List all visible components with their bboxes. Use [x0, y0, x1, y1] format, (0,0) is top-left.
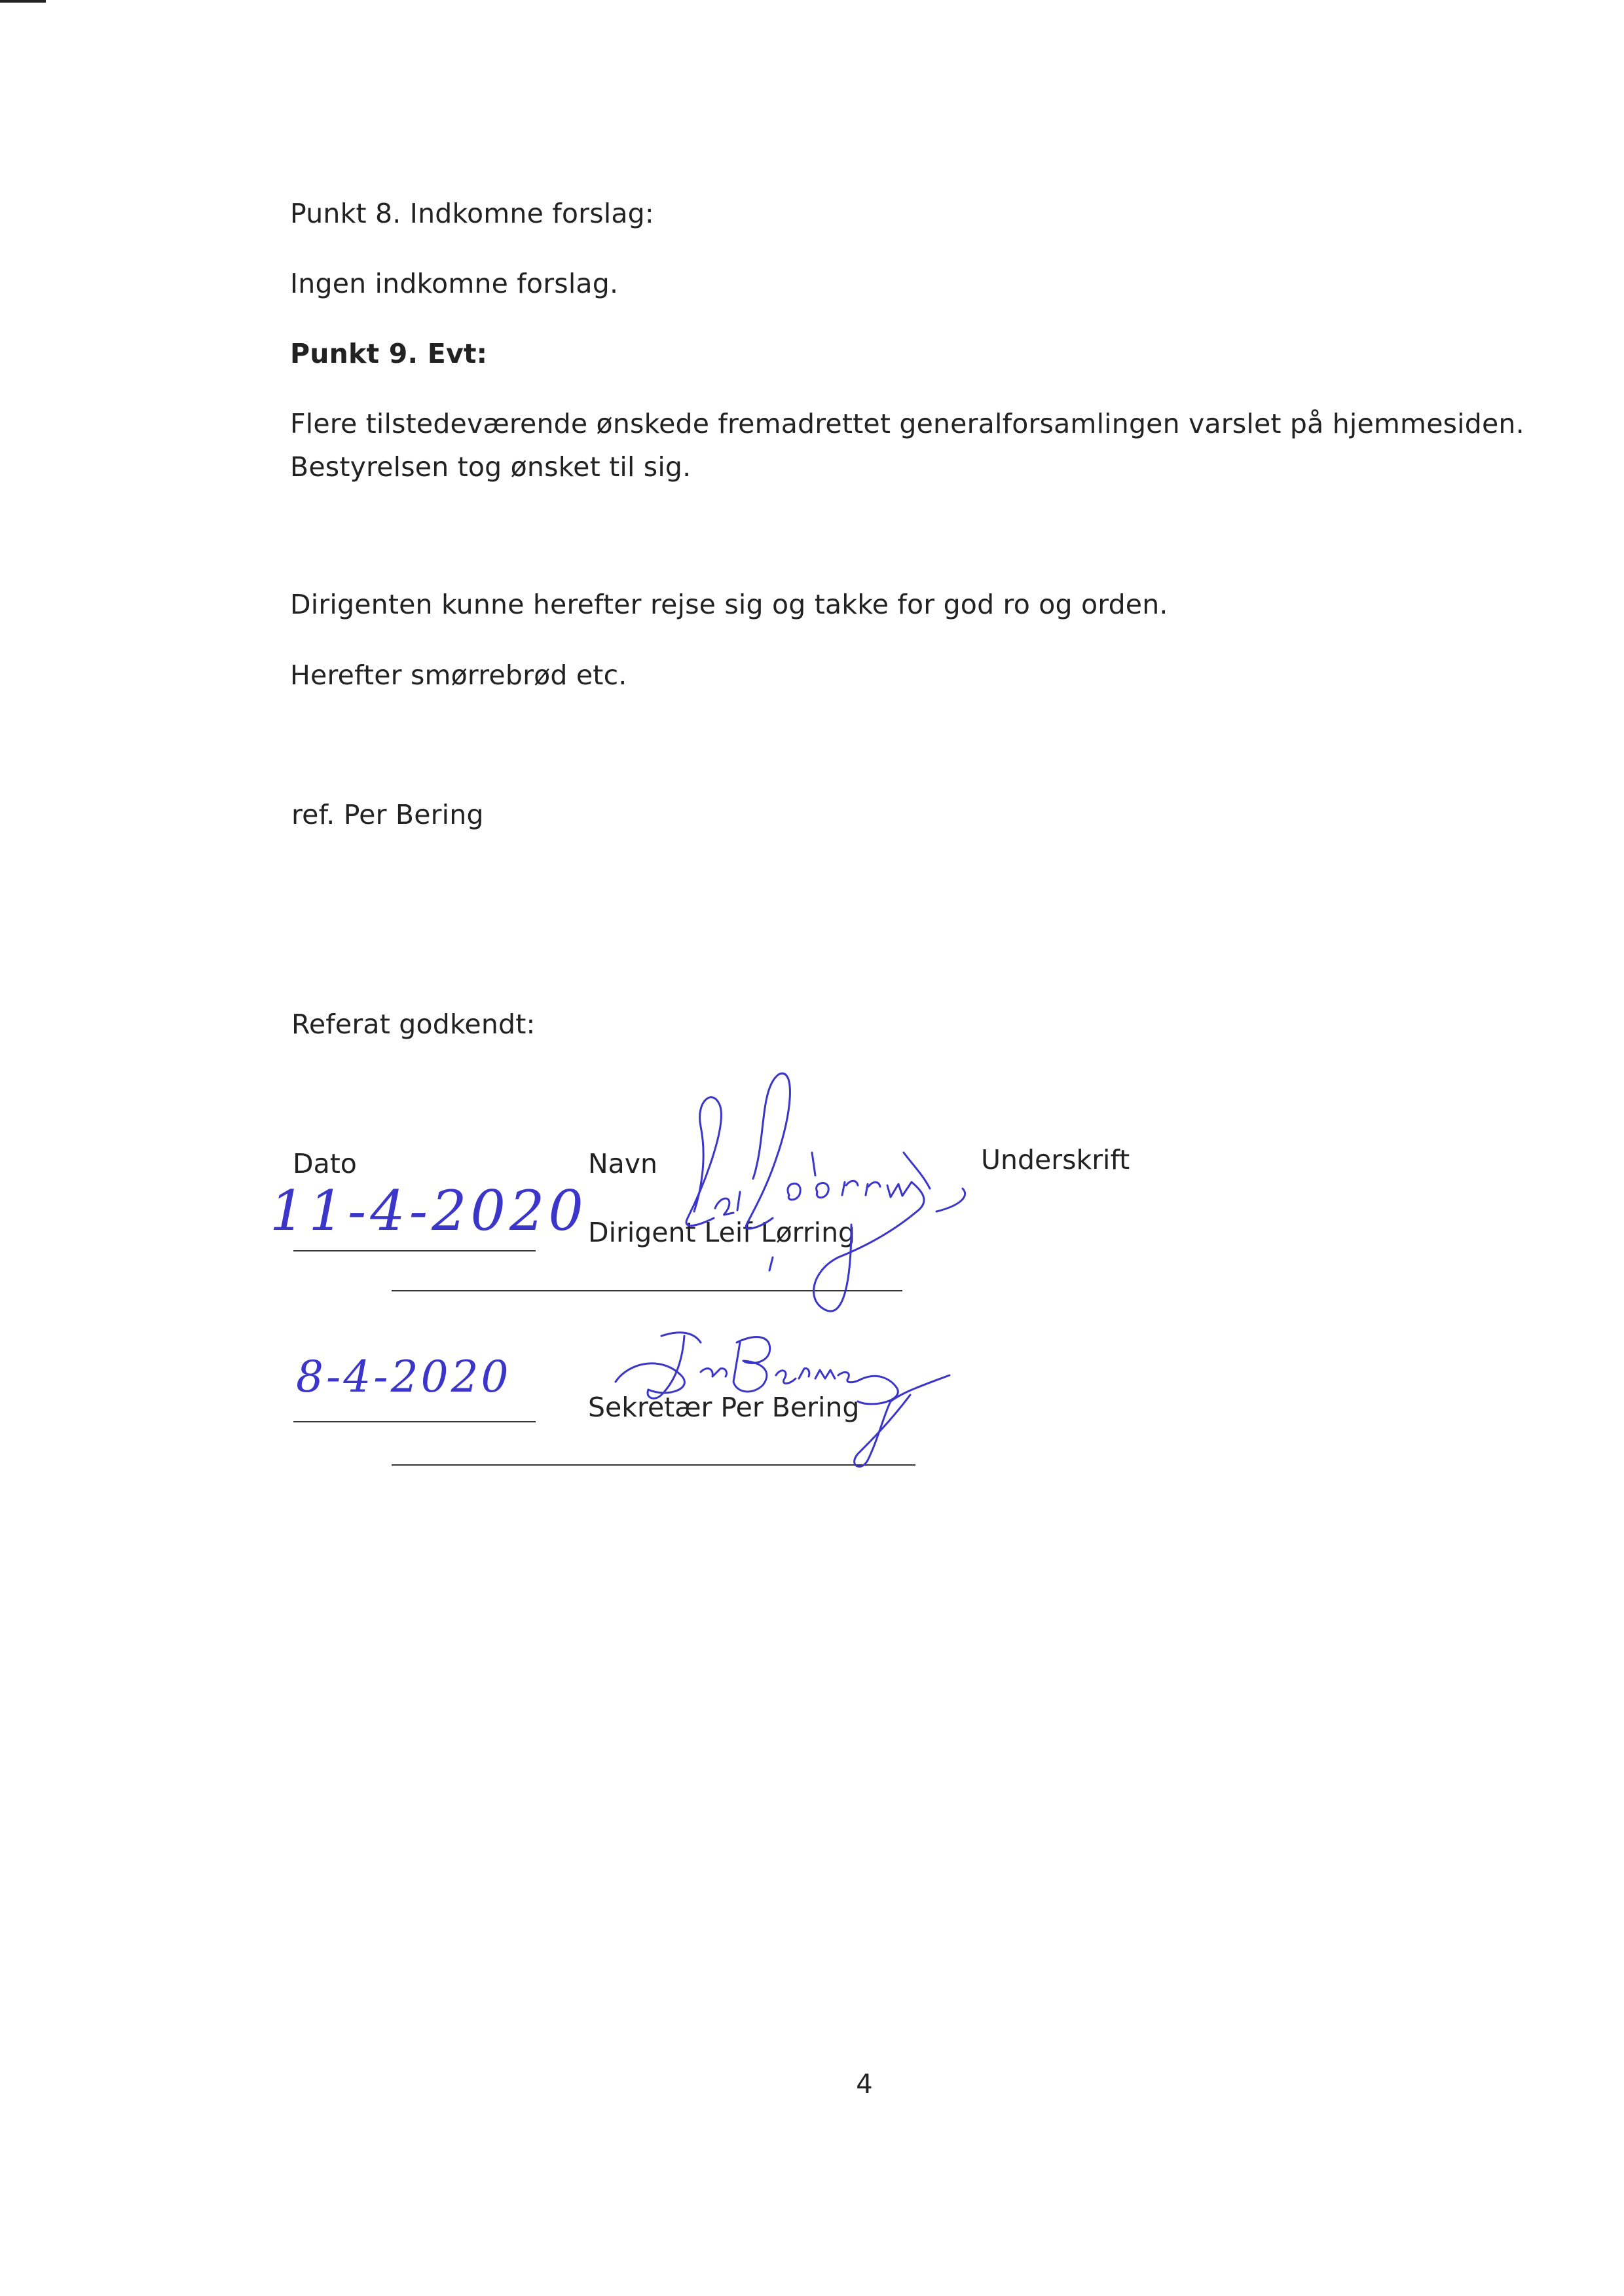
reference-line: ref. Per Bering [291, 799, 484, 830]
approved-label: Referat godkendt: [291, 1009, 536, 1040]
punkt9-body-line2: Bestyrelsen tog ønsket til sig. [290, 451, 692, 483]
row2-signature-image [609, 1316, 976, 1473]
row2-name: Sekretær Per Bering [588, 1392, 860, 1423]
row1-signature-image [655, 1061, 1074, 1323]
punkt8-heading: Punkt 8. Indkomne forslag: [290, 198, 654, 229]
punkt8-body: Ingen indkomne forslag. [290, 268, 619, 299]
header-signature: Underskrift [981, 1144, 1130, 1176]
row2-date-line [293, 1421, 536, 1422]
row1-date-line [293, 1250, 536, 1251]
punkt9-heading: Punkt 9. Evt: [290, 338, 488, 369]
header-name: Navn [588, 1148, 658, 1179]
row1-name: Dirigent Leif Lørring [588, 1217, 856, 1248]
header-date: Dato [293, 1148, 357, 1179]
page-number: 4 [856, 2069, 873, 2100]
scan-edge-mark [0, 0, 46, 3]
closing-line1: Dirigenten kunne herefter rejse sig og takke for god ro og orden. [290, 589, 1168, 620]
closing-line2: Herefter smørrebrød etc. [290, 659, 627, 691]
row2-date-handwritten: 8-4-2020 [296, 1352, 511, 1402]
row1-date-handwritten: 11-4-2020 [270, 1179, 587, 1243]
punkt9-body-line1: Flere tilstedeværende ønskede fremadrettet generalforsamlingen varslet på hjemmesiden. [290, 408, 1524, 439]
